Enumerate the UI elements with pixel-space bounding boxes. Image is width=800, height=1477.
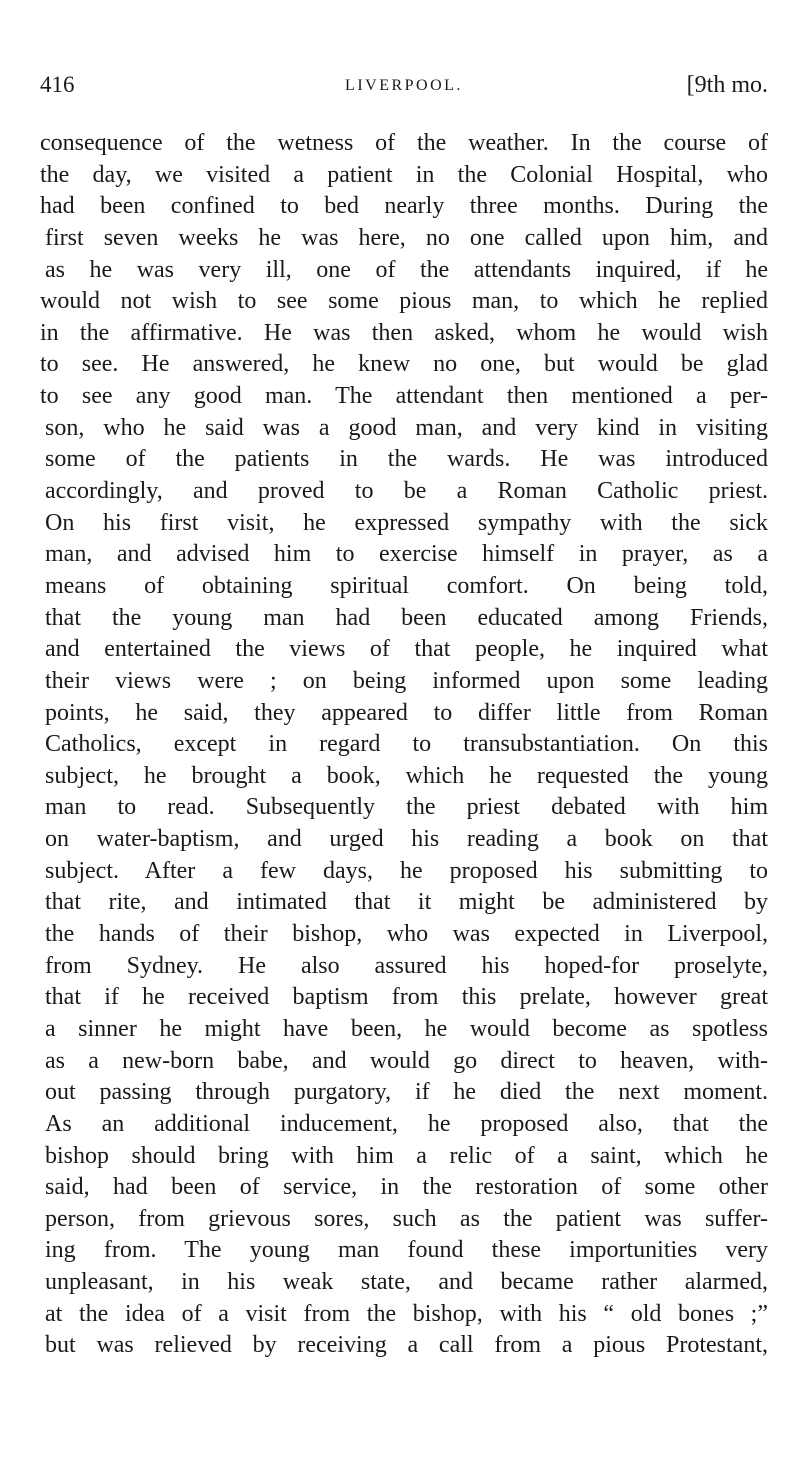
text-line: points, he said, they appeared to differ little from Roman: [45, 699, 768, 726]
text-line: some of the patients in the wards. He was introduced: [45, 446, 768, 473]
text-line: consequence of the wetness of the weather. In the course of: [40, 130, 768, 156]
text-line: but was relieved by receiving a call from a pious Protestant,: [45, 1332, 768, 1359]
text-line: unpleasant, in his weak state, and became rather alarmed,: [45, 1269, 768, 1296]
text-line: in the affirmative. He was then asked, whom he would wish: [40, 319, 768, 346]
text-line: son, who he said was a good man, and very kind in visiting: [45, 414, 768, 441]
text-line: from Sydney. He also assured his hoped-for proselyte,: [45, 952, 768, 979]
text-line: ing from. The young man found these importunities very: [45, 1237, 768, 1264]
text-line: as he was very ill, one of the attendants inquired, if he: [45, 256, 768, 283]
text-line: means of obtaining spiritual comfort. On being told,: [45, 572, 768, 599]
text-line: man to read. Subsequently the priest debated with him: [45, 794, 768, 821]
text-line: man, and advised him to exercise himself in prayer, as a: [45, 541, 768, 568]
text-line: On his first visit, he expressed sympathy with the sick: [45, 509, 768, 536]
text-line: a sinner he might have been, he would become as spotless: [45, 1015, 768, 1042]
text-line: person, from grievous sores, such as the patient was suffer-: [45, 1205, 768, 1232]
text-line: the hands of their bishop, who was expected in Liverpool,: [45, 921, 768, 948]
page-number: 416: [40, 72, 75, 97]
text-line: had been confined to bed nearly three months. During the: [40, 193, 768, 220]
text-line: subject. After a few days, he proposed his submitting to: [45, 857, 768, 884]
text-line: accordingly, and proved to be a Roman Catholic priest.: [45, 478, 768, 505]
text-line: at the idea of a visit from the bishop, with his “ old bones ;”: [45, 1300, 768, 1327]
text-line: said, had been of service, in the restoration of some other: [45, 1174, 768, 1201]
text-line: as a new-born babe, and would go direct to heaven, with-: [45, 1047, 768, 1074]
text-line: would not wish to see some pious man, to which he replied: [40, 288, 768, 315]
date-marker: [9th mo.: [686, 72, 768, 98]
text-line: and entertained the views of that people, he inquired what: [45, 636, 768, 663]
running-title: LIVERPOOL.: [345, 77, 463, 94]
text-line: first seven weeks he was here, no one called upon him, and: [45, 224, 768, 251]
text-line: that rite, and intimated that it might be administered by: [45, 889, 768, 916]
text-line: that the young man had been educated among Friends,: [45, 604, 768, 631]
text-line: bishop should bring with him a relic of a saint, which he: [45, 1142, 768, 1169]
body-text: [40, 128, 768, 1362]
text-line: to see. He answered, he knew no one, but would be glad: [40, 351, 768, 378]
text-line: on water-baptism, and urged his reading a book on that: [45, 826, 768, 853]
text-line: As an additional inducement, he proposed also, that the: [45, 1110, 768, 1137]
text-line: the day, we visited a patient in the Colonial Hospital, who: [40, 161, 768, 188]
text-line: to see any good man. The attendant then mentioned a per-: [40, 383, 768, 410]
text-line: out passing through purgatory, if he died the next moment.: [45, 1079, 768, 1106]
text-line: that if he received baptism from this prelate, however great: [45, 984, 768, 1011]
running-head: [40, 72, 768, 106]
text-line: Catholics, except in regard to transubstantiation. On this: [45, 731, 768, 758]
text-line: their views were ; on being informed upon some leading: [45, 667, 768, 694]
text-line: subject, he brought a book, which he requested the young: [45, 762, 768, 789]
